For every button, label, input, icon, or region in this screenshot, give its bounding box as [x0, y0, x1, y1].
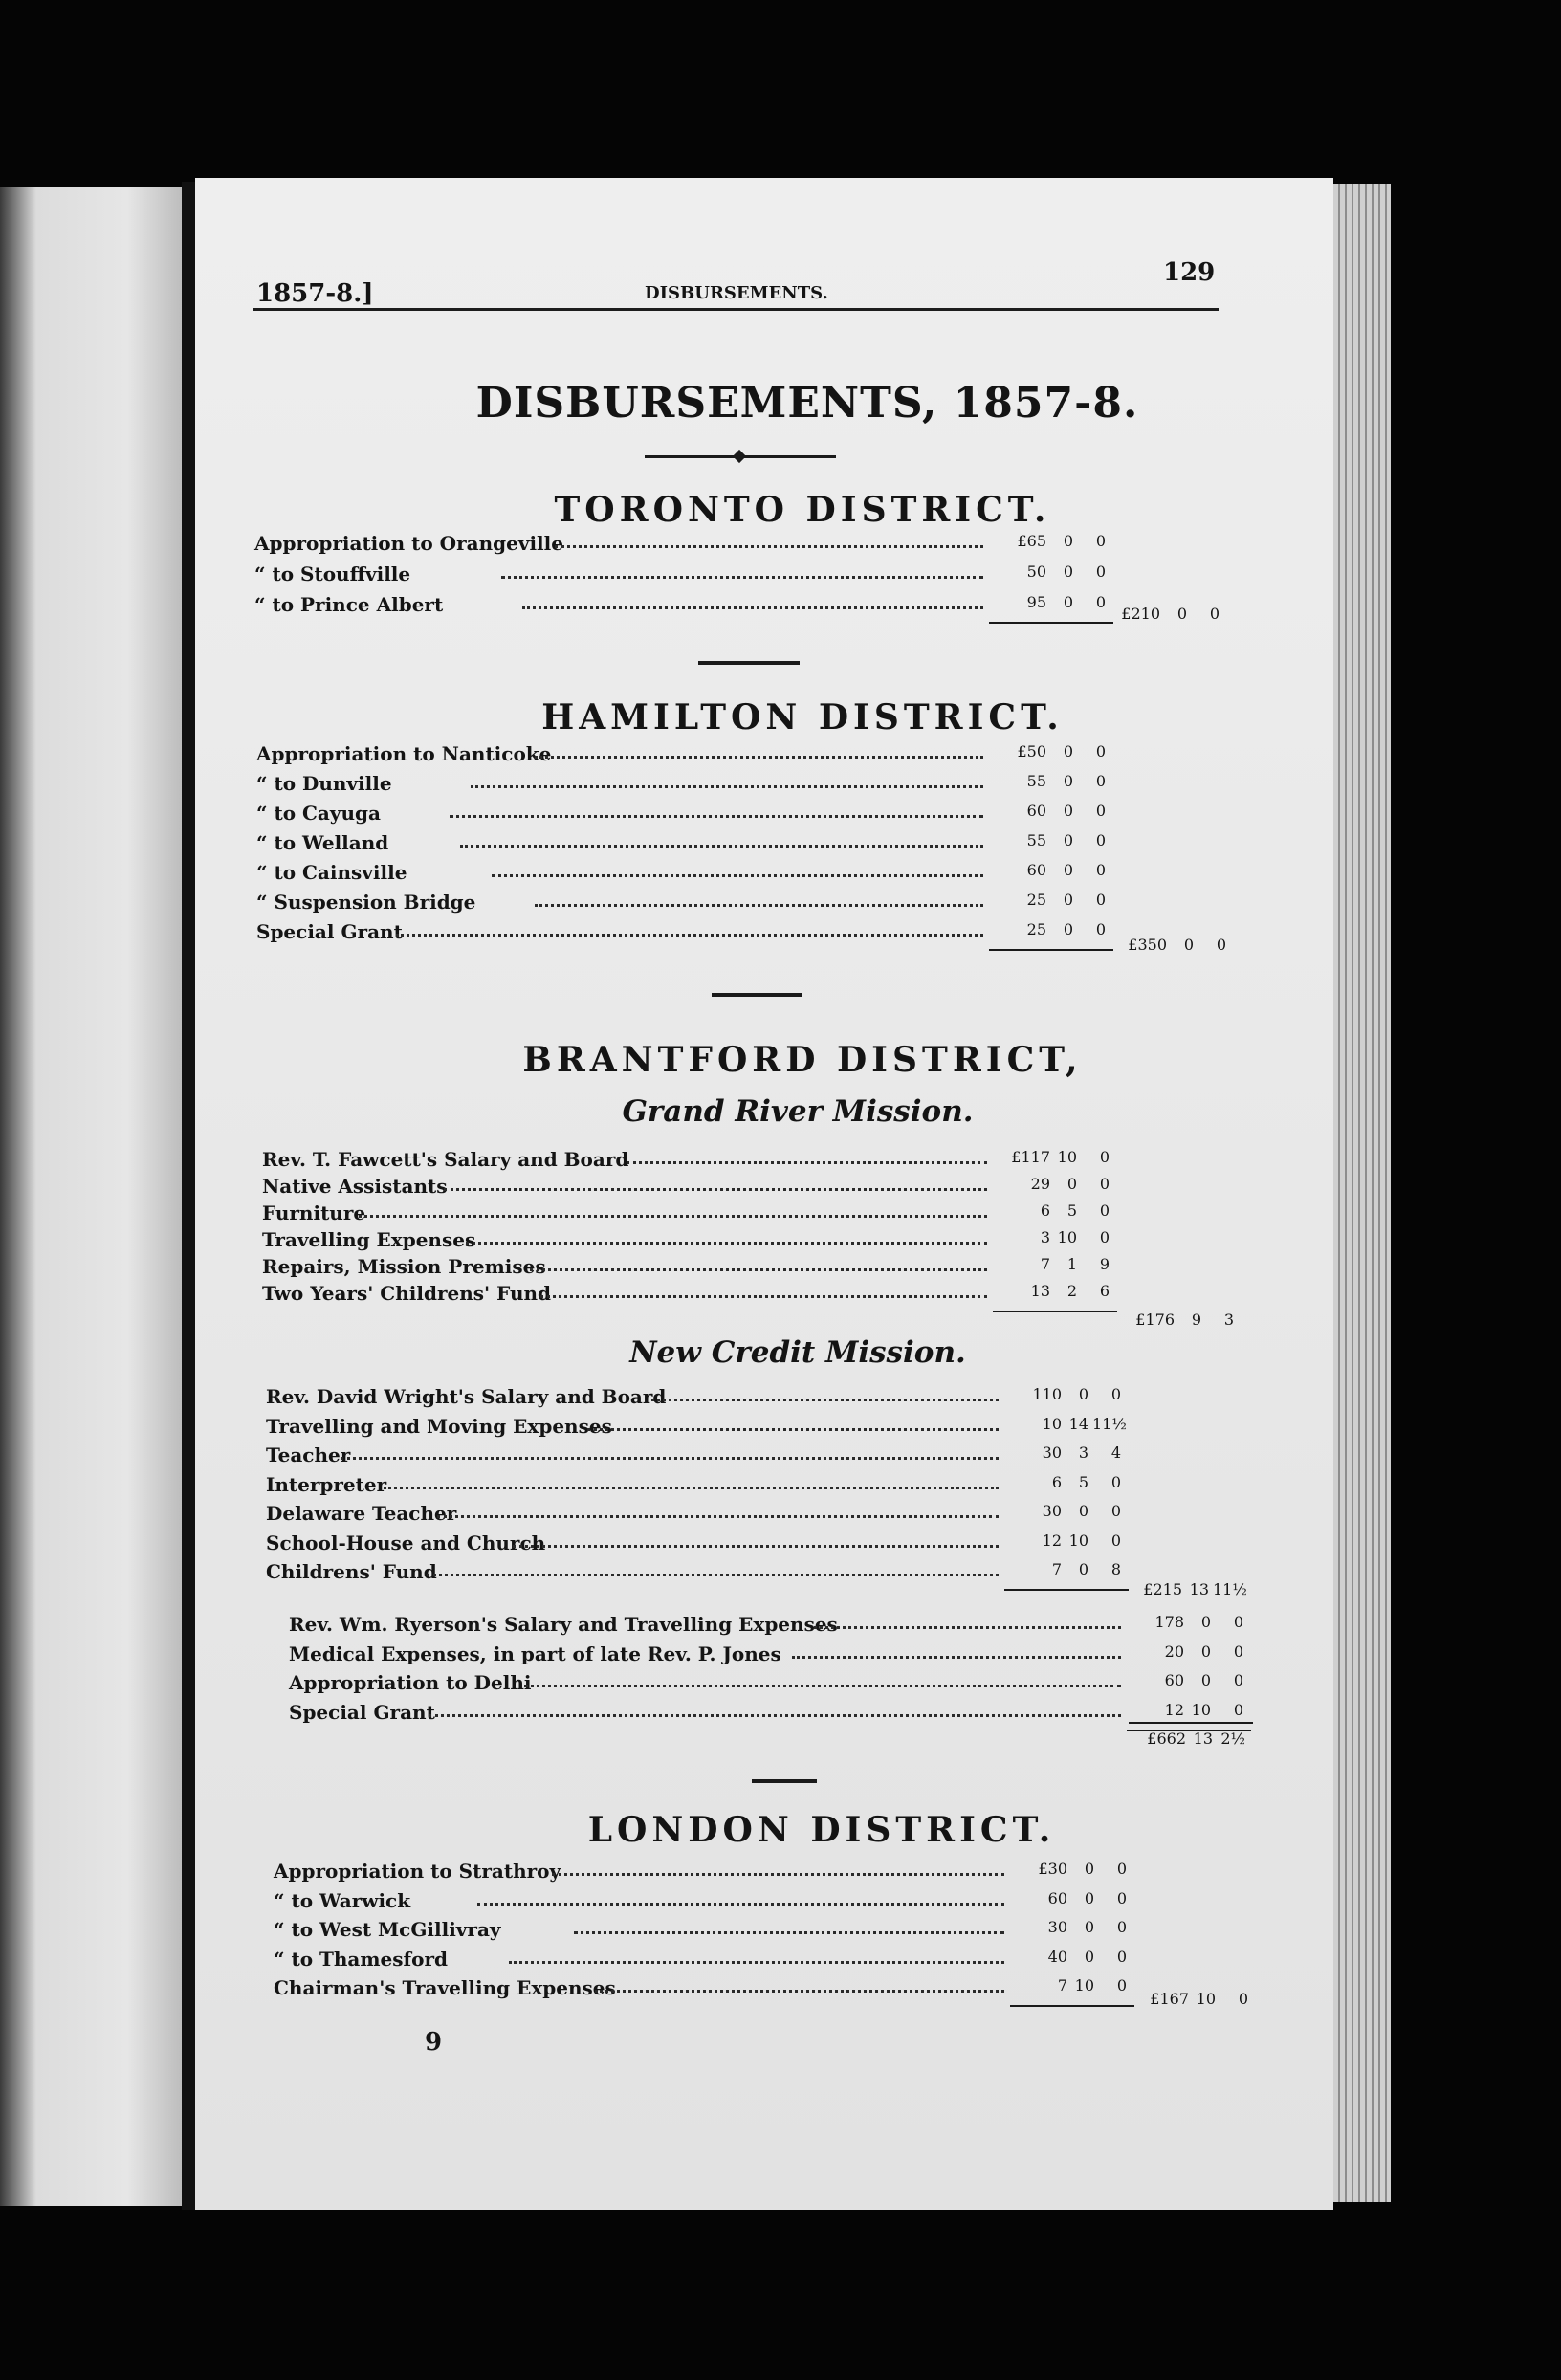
row-label: Teacher [266, 1443, 351, 1466]
dot-leader [427, 1574, 999, 1576]
grand-river-row [262, 1148, 1123, 1177]
row-shillings: 0 [1078, 1560, 1088, 1578]
new-credit-row [266, 1473, 1134, 1502]
row-shillings: 0 [1063, 593, 1073, 611]
dot-leader [477, 1903, 1004, 1906]
london-row [274, 1918, 1140, 1947]
total-shillings: 13 [1189, 1580, 1209, 1598]
row-pounds: 60 [1026, 861, 1046, 879]
total-pence: 0 [1209, 605, 1220, 623]
row-shillings: 0 [1063, 861, 1073, 879]
dot-leader [587, 1428, 999, 1431]
row-pence: 6 [1099, 1282, 1110, 1300]
toronto-row [254, 562, 1119, 591]
row-pounds: 20 [1164, 1642, 1184, 1661]
row-pounds: 95 [1026, 593, 1046, 611]
row-shillings: 0 [1063, 742, 1073, 760]
total-pounds: £176 [1135, 1311, 1175, 1329]
hamilton-row [256, 891, 1119, 919]
section-separator [698, 661, 800, 665]
london-row [274, 1860, 1140, 1888]
row-pounds: 55 [1026, 831, 1046, 849]
brantford-heading: BRANTFORD DISTRICT, [522, 1040, 1083, 1080]
row-pounds: 6 [1051, 1472, 1062, 1491]
page-edges [1333, 184, 1391, 2202]
new-credit-row [266, 1532, 1134, 1560]
sum-rule [1004, 1589, 1129, 1591]
row-shillings: 10 [1057, 1228, 1077, 1246]
row-label: Appropriation to Nanticoke [256, 742, 552, 765]
sum-rule [1129, 1722, 1253, 1724]
row-shillings: 0 [1078, 1502, 1088, 1520]
row-pounds: 30 [1042, 1443, 1062, 1462]
row-pounds: 10 [1042, 1414, 1062, 1433]
sum-rule [989, 949, 1113, 951]
row-pounds: 60 [1026, 802, 1046, 820]
new-credit-heading: New Credit Mission. [629, 1335, 966, 1370]
grand-river-row [262, 1175, 1123, 1203]
new-credit-row [266, 1560, 1134, 1589]
sum-rule [1010, 2005, 1134, 2007]
row-label: “ to Thamesford [274, 1947, 449, 1971]
page-title: DISBURSEMENTS, 1857-8. [475, 379, 1139, 428]
total-shillings: 13 [1193, 1730, 1213, 1748]
hamilton-heading: HAMILTON DISTRICT. [541, 697, 1064, 738]
total-pounds: £210 [1121, 605, 1160, 623]
row-label: Childrens' Fund [266, 1560, 437, 1583]
row-shillings: 10 [1074, 1976, 1094, 1994]
row-shillings: 10 [1057, 1148, 1077, 1166]
row-shillings: 0 [1084, 1918, 1094, 1936]
row-label: “ Suspension Bridge [256, 891, 476, 914]
dot-leader [437, 1515, 999, 1518]
row-pence: 11½ [1092, 1414, 1127, 1433]
row-shillings: 0 [1200, 1613, 1211, 1631]
row-pounds: 30 [1042, 1502, 1062, 1520]
hamilton-row [256, 742, 1119, 771]
row-label: “ to Prince Albert [254, 593, 444, 616]
row-label: Interpreter [266, 1472, 387, 1496]
london-row [274, 1889, 1140, 1918]
sum-rule [993, 1311, 1117, 1312]
row-shillings: 1 [1066, 1255, 1077, 1273]
row-pounds: 60 [1164, 1671, 1184, 1689]
row-pence: 0 [1095, 831, 1106, 849]
other-row [289, 1701, 1257, 1730]
page-number: 129 [1163, 258, 1216, 287]
row-pence: 0 [1116, 1918, 1127, 1936]
row-pence: 0 [1110, 1531, 1121, 1550]
book-gutter [182, 182, 195, 2210]
dot-leader [540, 1295, 987, 1298]
row-shillings: 0 [1084, 1860, 1094, 1878]
row-pence: 0 [1095, 802, 1106, 820]
other-row [289, 1613, 1257, 1642]
row-pence: 0 [1116, 1888, 1127, 1907]
row-shillings: 0 [1200, 1642, 1211, 1661]
dot-leader [574, 1931, 1004, 1934]
dot-leader [359, 1215, 987, 1218]
row-pence: 0 [1233, 1700, 1243, 1719]
row-pounds: 110 [1032, 1385, 1062, 1403]
row-shillings: 10 [1191, 1700, 1211, 1719]
row-pence: 0 [1095, 742, 1106, 760]
row-label: Travelling Expenses [262, 1228, 476, 1251]
row-label: Special Grant [256, 920, 403, 943]
total-pence: 0 [1238, 1990, 1248, 2008]
dot-leader [466, 1242, 987, 1245]
title-ornament [645, 455, 836, 458]
row-pence: 0 [1233, 1613, 1243, 1631]
row-pounds: 7 [1057, 1976, 1067, 1994]
row-pounds: 7 [1040, 1255, 1050, 1273]
total-shillings: 0 [1183, 936, 1194, 954]
row-pence: 0 [1095, 861, 1106, 879]
total-pence: 0 [1216, 936, 1226, 954]
total-pounds: £350 [1128, 936, 1167, 954]
row-label: Travelling and Moving Expenses [266, 1414, 612, 1438]
row-pounds: 3 [1040, 1228, 1050, 1246]
header-rule [253, 308, 1219, 311]
row-shillings: 0 [1063, 920, 1073, 938]
dot-leader [535, 904, 983, 907]
book-page [195, 178, 1333, 2210]
dot-leader [396, 934, 983, 937]
dot-leader [530, 1268, 987, 1271]
grand-river-row [262, 1255, 1123, 1284]
row-pence: 0 [1233, 1671, 1243, 1689]
row-label: Delaware Teacher [266, 1502, 457, 1525]
new-credit-row [266, 1443, 1134, 1472]
dot-leader [450, 815, 983, 818]
london-row [274, 1948, 1140, 1976]
row-shillings: 0 [1078, 1385, 1088, 1403]
total-shillings: 9 [1191, 1311, 1201, 1329]
section-separator [712, 993, 802, 997]
row-label: “ to Stouffville [254, 562, 411, 585]
row-pence: 8 [1110, 1560, 1121, 1578]
grand-river-row [262, 1201, 1123, 1230]
grand-river-row [262, 1228, 1123, 1257]
total-pounds: £215 [1143, 1580, 1182, 1598]
running-head-title: DISBURSEMENTS. [645, 283, 828, 303]
total-pence: 3 [1223, 1311, 1234, 1329]
row-pence: 0 [1095, 593, 1106, 611]
row-shillings: 0 [1084, 1888, 1094, 1907]
row-label: Furniture [262, 1201, 366, 1224]
row-pence: 0 [1099, 1201, 1110, 1220]
dot-leader [792, 1656, 1121, 1659]
row-label: Rev. David Wright's Salary and Board [266, 1385, 667, 1408]
row-pounds: 60 [1047, 1888, 1067, 1907]
new-credit-row [266, 1415, 1134, 1443]
row-label: Chairman's Travelling Expenses [274, 1976, 616, 1999]
hamilton-row [256, 802, 1119, 830]
dot-leader [471, 785, 983, 788]
total-pounds: £662 [1147, 1730, 1186, 1748]
row-shillings: 5 [1066, 1201, 1077, 1220]
row-label: Repairs, Mission Premises [262, 1255, 546, 1278]
dot-leader [522, 606, 983, 609]
dot-leader [460, 845, 983, 848]
dot-leader [509, 1961, 1004, 1964]
row-shillings: 0 [1063, 831, 1073, 849]
facing-page [0, 187, 182, 2206]
dot-leader [444, 1188, 987, 1191]
row-shillings: 0 [1063, 891, 1073, 909]
row-shillings: 0 [1084, 1947, 1094, 1966]
row-label: Medical Expenses, in part of late Rev. P. Jones [289, 1642, 781, 1665]
row-pounds: £50 [1017, 742, 1046, 760]
row-label: “ to West McGillivray [274, 1918, 501, 1941]
row-pounds: 55 [1026, 772, 1046, 790]
row-pence: 0 [1110, 1502, 1121, 1520]
row-pounds: 25 [1026, 920, 1046, 938]
total-pence: 11½ [1213, 1580, 1247, 1598]
row-label: “ to Dunville [256, 772, 392, 795]
row-pence: 0 [1110, 1385, 1121, 1403]
new-credit-row [266, 1502, 1134, 1531]
row-pence: 0 [1110, 1472, 1121, 1491]
row-shillings: 0 [1063, 562, 1073, 581]
toronto-row [254, 532, 1119, 561]
dot-leader [429, 1714, 1121, 1717]
row-pounds: 12 [1042, 1531, 1062, 1550]
row-pence: 0 [1095, 920, 1106, 938]
hamilton-row [256, 831, 1119, 860]
total-shillings: 10 [1196, 1990, 1216, 2008]
row-pounds: 12 [1164, 1700, 1184, 1719]
row-pence: 0 [1116, 1947, 1127, 1966]
row-shillings: 0 [1063, 802, 1073, 820]
row-label: Appropriation to Strathroy [274, 1860, 561, 1883]
dot-leader [501, 576, 983, 579]
signature-mark: 9 [425, 2028, 443, 2057]
section-separator [752, 1779, 817, 1783]
total-pounds: £167 [1150, 1990, 1189, 2008]
row-pounds: 25 [1026, 891, 1046, 909]
dot-leader [552, 1873, 1004, 1876]
other-row [289, 1642, 1257, 1671]
row-pence: 0 [1116, 1976, 1127, 1994]
grand-river-row [262, 1282, 1123, 1311]
row-pounds: 178 [1154, 1613, 1184, 1631]
row-pence: 0 [1116, 1860, 1127, 1878]
row-pence: 0 [1095, 532, 1106, 550]
row-pence: 0 [1095, 772, 1106, 790]
row-label: School-House and Church [266, 1531, 546, 1554]
row-shillings: 0 [1066, 1175, 1077, 1193]
row-label: “ to Cayuga [256, 802, 381, 825]
hamilton-row [256, 920, 1119, 949]
hamilton-row [256, 772, 1119, 801]
dot-leader [513, 1545, 999, 1548]
dot-leader [814, 1626, 1121, 1629]
row-pounds: 6 [1040, 1201, 1050, 1220]
row-pence: 4 [1110, 1443, 1121, 1462]
sum-rule [989, 622, 1113, 624]
row-shillings: 0 [1063, 532, 1073, 550]
row-label: Appropriation to Orangeville [254, 532, 563, 555]
row-shillings: 2 [1066, 1282, 1077, 1300]
row-pence: 0 [1233, 1642, 1243, 1661]
row-pounds: 30 [1047, 1918, 1067, 1936]
dot-leader [627, 1161, 987, 1164]
row-label: Special Grant [289, 1700, 435, 1724]
hamilton-row [256, 861, 1119, 890]
row-label: “ to Warwick [274, 1888, 411, 1912]
running-head-year: 1857-8.] [256, 279, 374, 308]
row-pounds: 7 [1051, 1560, 1062, 1578]
row-pounds: 40 [1047, 1947, 1067, 1966]
row-pounds: £65 [1017, 532, 1046, 550]
row-shillings: 0 [1200, 1671, 1211, 1689]
toronto-heading: TORONTO DISTRICT. [554, 490, 1051, 530]
dot-leader [384, 1487, 999, 1489]
row-pounds: £30 [1038, 1860, 1067, 1878]
row-label: “ to Cainsville [256, 861, 407, 884]
dot-leader [651, 1399, 999, 1401]
row-label: “ to Welland [256, 831, 389, 854]
row-label: Two Years' Childrens' Fund [262, 1282, 552, 1305]
row-label: Appropriation to Delhi [289, 1671, 532, 1694]
row-shillings: 0 [1063, 772, 1073, 790]
row-shillings: 10 [1068, 1531, 1088, 1550]
other-row [289, 1671, 1257, 1700]
row-pounds: 50 [1026, 562, 1046, 581]
row-label: Rev. T. Fawcett's Salary and Board [262, 1148, 629, 1171]
row-pence: 0 [1095, 891, 1106, 909]
row-label: Native Assistants [262, 1175, 448, 1198]
dot-leader [341, 1457, 999, 1460]
row-pence: 0 [1099, 1228, 1110, 1246]
row-pence: 0 [1095, 562, 1106, 581]
row-label: Rev. Wm. Ryerson's Salary and Travelling Expenses [289, 1613, 838, 1636]
grand-river-heading: Grand River Mission. [622, 1094, 974, 1129]
dot-leader [524, 1685, 1121, 1687]
row-pence: 9 [1099, 1255, 1110, 1273]
dot-leader [595, 1990, 1004, 1993]
row-shillings: 3 [1078, 1443, 1088, 1462]
row-pounds: 13 [1030, 1282, 1050, 1300]
row-pounds: 29 [1030, 1175, 1050, 1193]
total-shillings: 0 [1176, 605, 1187, 623]
dot-leader [555, 545, 983, 548]
new-credit-row [266, 1385, 1134, 1414]
row-shillings: 14 [1068, 1414, 1088, 1433]
row-pence: 0 [1099, 1148, 1110, 1166]
row-pence: 0 [1099, 1175, 1110, 1193]
london-row [274, 1976, 1140, 2005]
dot-leader [535, 756, 983, 759]
toronto-row [254, 593, 1119, 622]
total-pence: 2½ [1220, 1730, 1245, 1748]
london-heading: LONDON DISTRICT. [587, 1810, 1056, 1850]
dot-leader [492, 874, 983, 877]
row-shillings: 5 [1078, 1472, 1088, 1491]
row-pounds: £117 [1011, 1148, 1050, 1166]
